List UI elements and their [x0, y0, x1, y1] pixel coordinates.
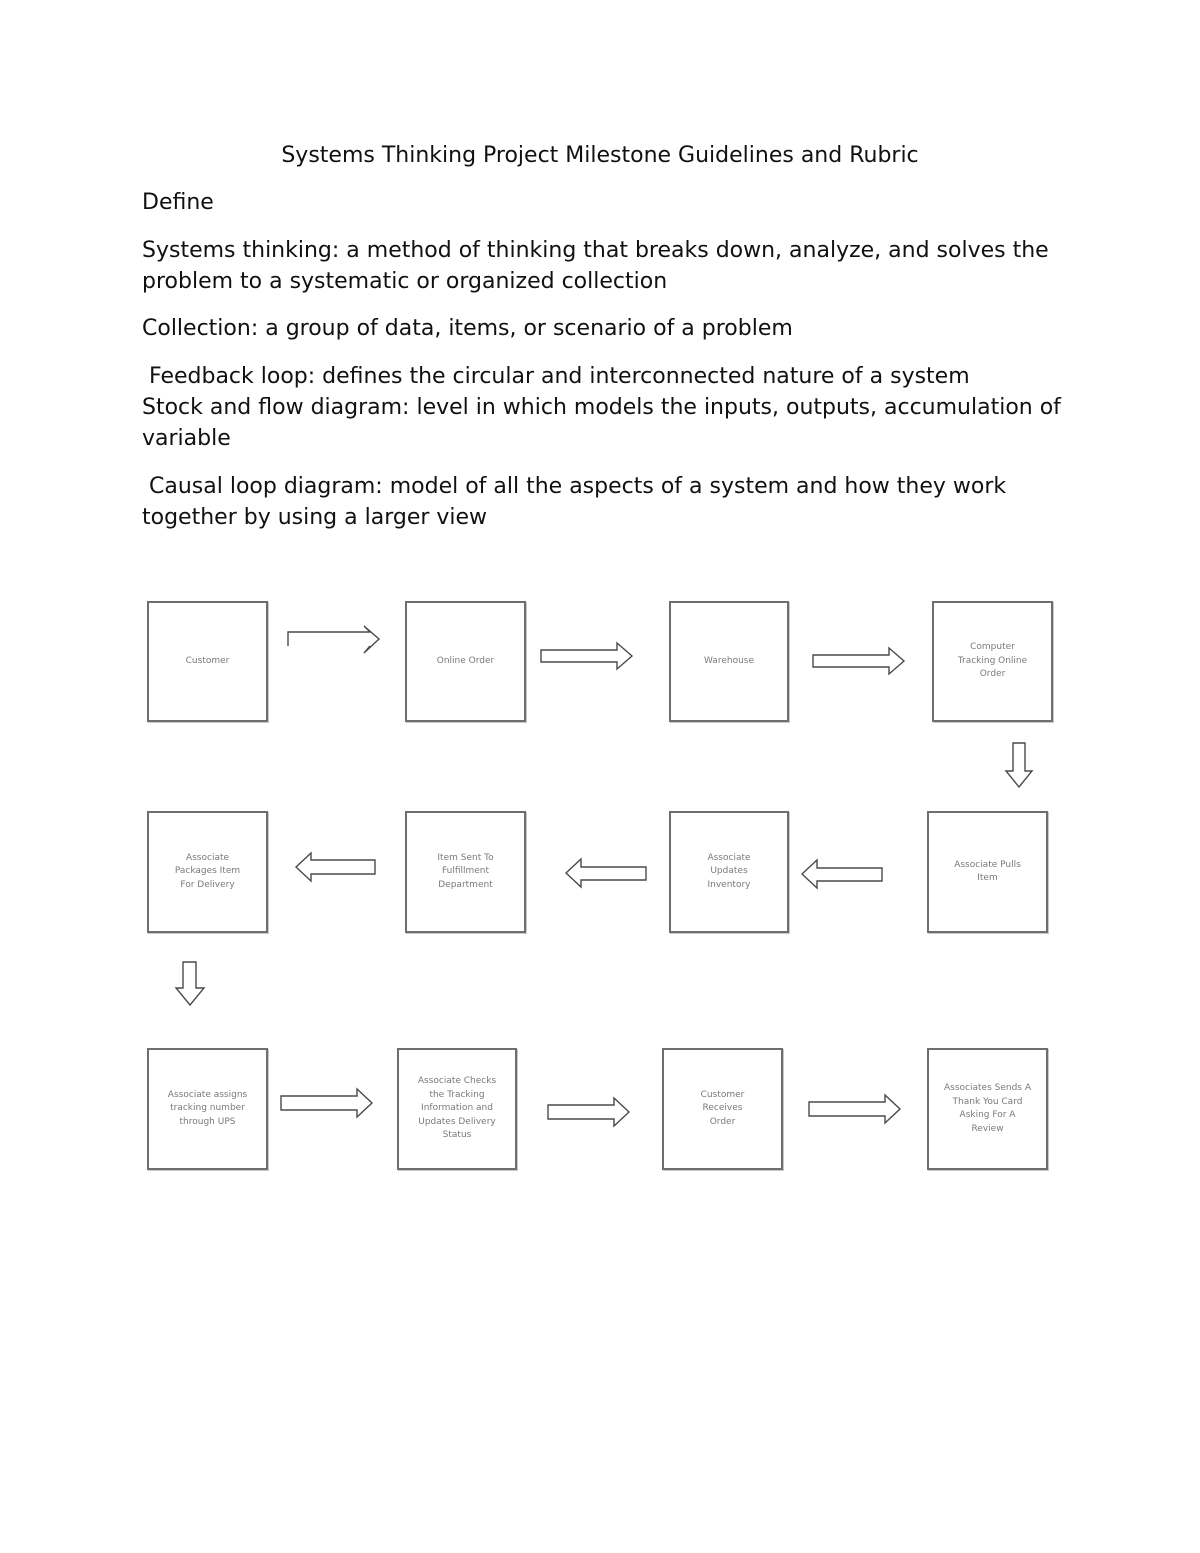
- flow-node-label: Associate Updates Inventory: [707, 852, 751, 890]
- flow-arrow-left: [296, 853, 375, 881]
- flow-node-label: Item Sent To Fulfillment Department: [437, 852, 494, 890]
- definition-systems-thinking: Systems thinking: a method of thinking that breaks down, analyze, and solves the problem to a systematic or organized collection: [142, 238, 1056, 294]
- flow-node-associate-updates-inventory: [669, 811, 789, 933]
- flow-arrow-down: [176, 962, 204, 1005]
- flow-arrow-right: [288, 626, 379, 653]
- definition-stock-and-flow-diagram: Stock and flow diagram: level in which models the inputs, outputs, accumulation of variable: [142, 395, 1068, 451]
- define-heading: Define: [142, 190, 214, 215]
- flow-node-label: Customer Receives Order: [700, 1089, 745, 1127]
- flow-arrow-right: [813, 648, 904, 674]
- flow-arrow-right: [809, 1095, 900, 1123]
- flow-node-customer: [147, 601, 268, 722]
- flow-arrow-left: [566, 859, 646, 887]
- flow-node-label: Online Order: [436, 655, 495, 666]
- flow-arrow-down: [1006, 743, 1032, 787]
- flow-node-computer-tracking: [932, 601, 1053, 722]
- flow-node-associate-pulls-item: [927, 811, 1048, 933]
- flow-node-label: Associate Packages Item For Delivery: [174, 852, 241, 890]
- flow-node-label: Associate Pulls Item: [954, 859, 1021, 883]
- flow-arrow-left: [802, 860, 882, 888]
- definition-causal-loop-diagram: Causal loop diagram: model of all the aspects of a system and how they work together by using a larger view: [142, 474, 1014, 530]
- flow-node-warehouse: [669, 601, 789, 722]
- flow-node-label: Customer: [185, 655, 230, 666]
- flow-node-label: Associate Checks the Tracking Information and Updates Delivery Status: [417, 1076, 497, 1141]
- flow-node-label: Computer Tracking Online Order: [957, 642, 1028, 680]
- flow-node-thank-you-card: [927, 1048, 1048, 1170]
- flow-node-label: Associates Sends A Thank You Card Asking For A Review: [944, 1083, 1031, 1134]
- flow-node-checks-tracking: [397, 1048, 517, 1170]
- flow-node-assigns-tracking: [147, 1048, 268, 1170]
- flow-node-fulfillment-department: [405, 811, 526, 933]
- flow-arrow-right: [541, 643, 632, 669]
- definition-feedback-loop: Feedback loop: defines the circular and interconnected nature of a system: [142, 364, 970, 389]
- flow-node-packages-item: [147, 811, 268, 933]
- flow-node-customer-receives: [662, 1048, 783, 1170]
- definition-collection: Collection: a group of data, items, or scenario of a problem: [142, 316, 793, 341]
- flow-node-label: Warehouse: [703, 655, 755, 666]
- flow-node-label: Associate assigns tracking number through UPS: [167, 1089, 248, 1127]
- flow-node-online-order: [405, 601, 526, 722]
- flow-arrow-right: [548, 1098, 629, 1126]
- flow-arrow-right: [281, 1089, 372, 1117]
- document-title: Systems Thinking Project Milestone Guidelines and Rubric: [281, 143, 919, 168]
